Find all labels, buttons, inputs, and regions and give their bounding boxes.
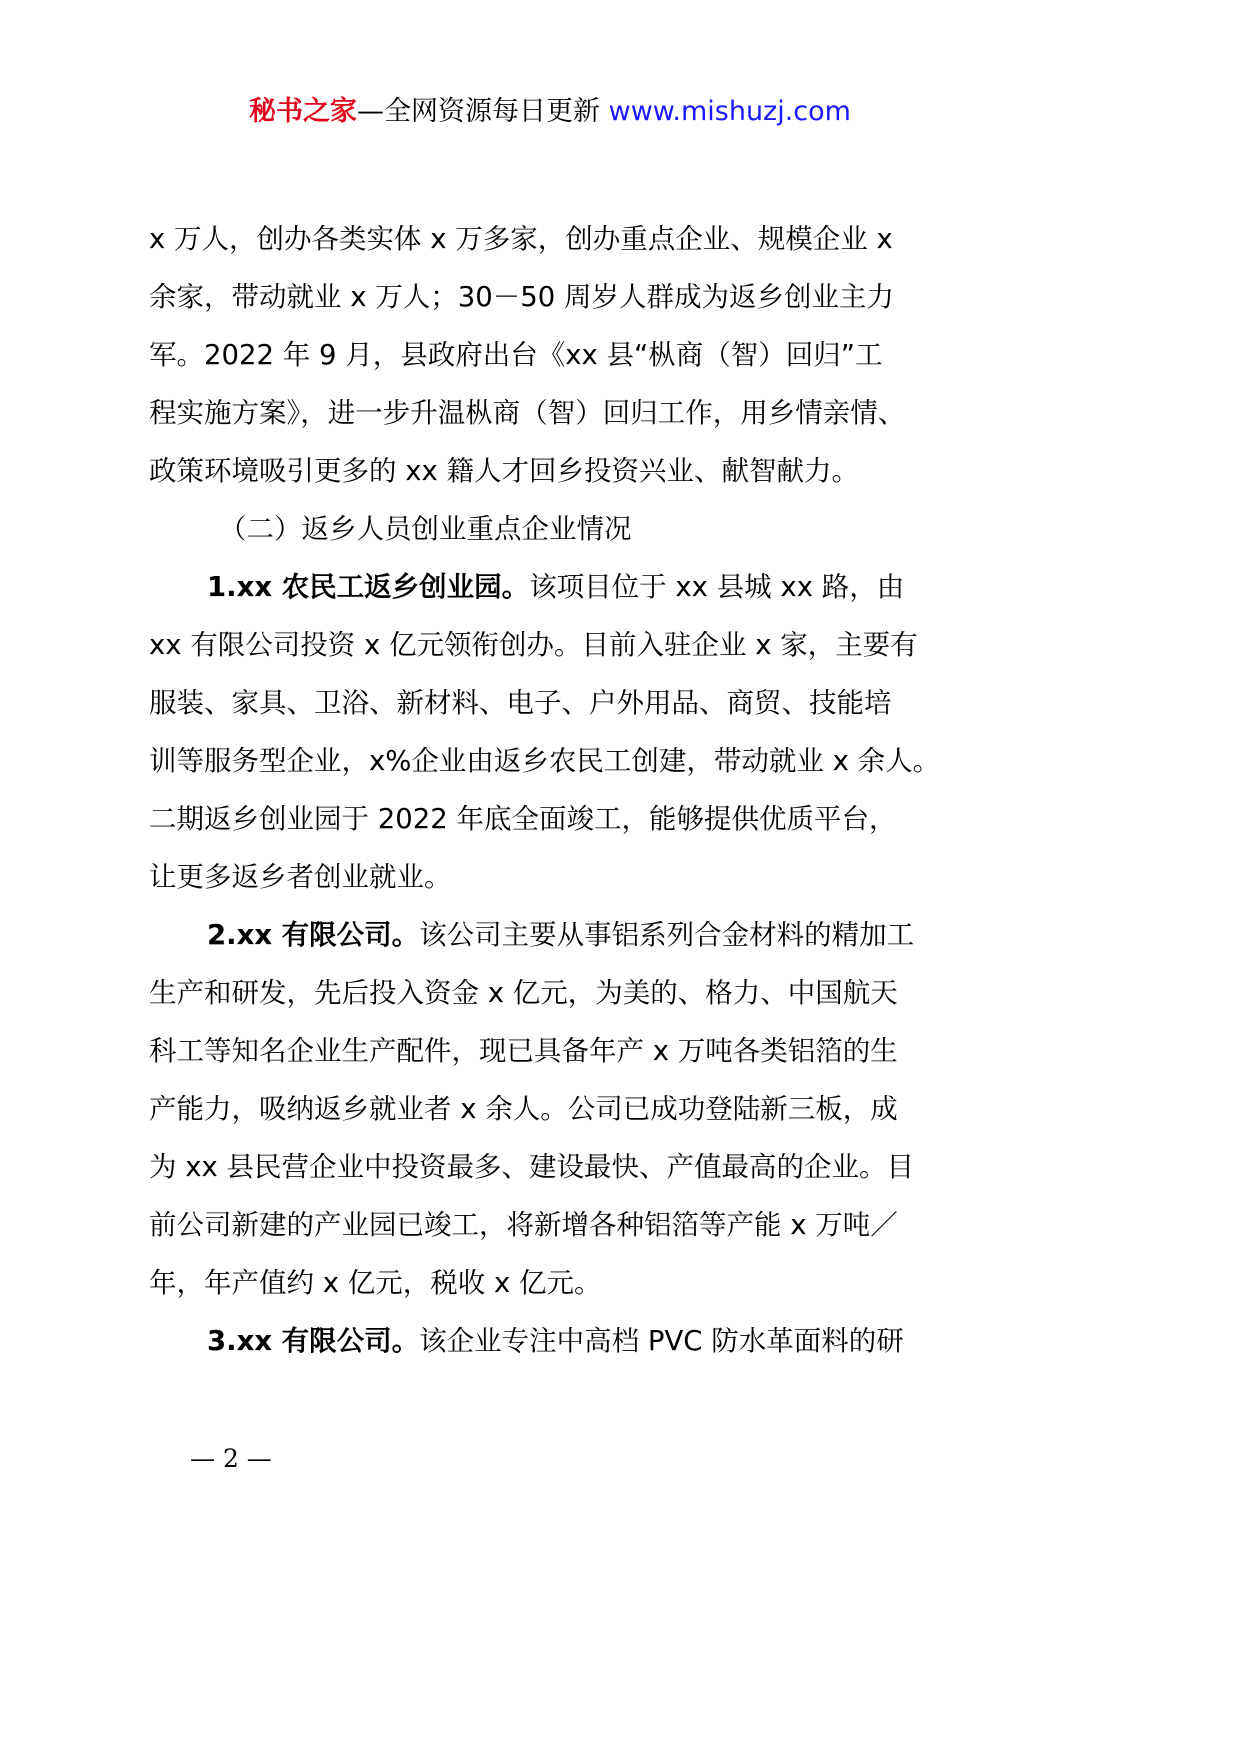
paragraph-line: 为 xx 县民营企业中投资最多、建设最快、产值最高的企业。目 <box>149 1151 915 1183</box>
page-number: — 2 — <box>190 1444 272 1473</box>
item2-first-text: 该公司主要从事铝系列合金材料的精加工 <box>419 919 915 951</box>
brand-name: 秘书之家 <box>249 96 358 127</box>
section-heading: （二）返乡人员创业重点企业情况 <box>219 513 632 545</box>
paragraph-line: 服装、家具、卫浴、新材料、电子、户外用品、商贸、技能培 <box>149 687 892 719</box>
item3-title: 3.xx 有限公司。 <box>207 1325 420 1357</box>
paragraph-line: x 万人，创办各类实体 x 万多家，创办重点企业、规模企业 x <box>149 223 893 255</box>
paragraph-line: 训等服务型企业，x%企业由返乡农民工创建，带动就业 x 余人。 <box>149 745 941 777</box>
paragraph-line: 生产和研发，先后投入资金 x 亿元，为美的、格力、中国航天 <box>149 977 898 1009</box>
site-header <box>0 92 1100 132</box>
item2-first-line <box>149 906 979 964</box>
paragraph-line: 军。2022 年 9 月，县政府出台《xx 县“枞商（智）回归”工 <box>149 339 883 371</box>
item1-first-line <box>149 558 979 616</box>
paragraph-line: 产能力，吸纳返乡就业者 x 余人。公司已成功登陆新三板，成 <box>149 1093 898 1125</box>
paragraph-line: 年，年产值约 x 亿元，税收 x 亿元。 <box>149 1267 602 1299</box>
paragraph-line: 前公司新建的产业园已竣工，将新增各种铝箔等产能 x 万吨／ <box>149 1209 898 1241</box>
paragraph-line: 政策环境吸引更多的 xx 籍人才回乡投资兴业、献智献力。 <box>149 455 860 487</box>
paragraph-line: 余家，带动就业 x 万人；30－50 周岁人群成为返乡创业主力 <box>149 281 894 313</box>
item1-first-text: 该项目位于 xx 县城 xx 路，由 <box>529 571 905 603</box>
paragraph-line: 科工等知名企业生产配件，现已具备年产 x 万吨各类铝箔的生 <box>149 1035 898 1067</box>
paragraph-line: 让更多返乡者创业就业。 <box>149 861 452 893</box>
paragraph-line: 程实施方案》，进一步升温枞商（智）回归工作，用乡情亲情、 <box>149 397 906 429</box>
item2-title: 2.xx 有限公司。 <box>207 919 420 951</box>
item3-first-line <box>149 1312 979 1370</box>
item1-title: 1.xx 农民工返乡创业园。 <box>207 571 530 603</box>
paragraph-line: 二期返乡创业园于 2022 年底全面竣工，能够提供优质平台， <box>149 803 897 835</box>
item3-first-text: 该企业专注中高档 PVC 防水革面料的研 <box>419 1325 904 1357</box>
document-body <box>149 210 979 1370</box>
paragraph-line: xx 有限公司投资 x 亿元领衔创办。目前入驻企业 x 家，主要有 <box>149 629 918 661</box>
header-slogan: —全网资源每日更新 <box>357 96 609 127</box>
website-url[interactable]: www.mishuzj.com <box>608 96 851 127</box>
